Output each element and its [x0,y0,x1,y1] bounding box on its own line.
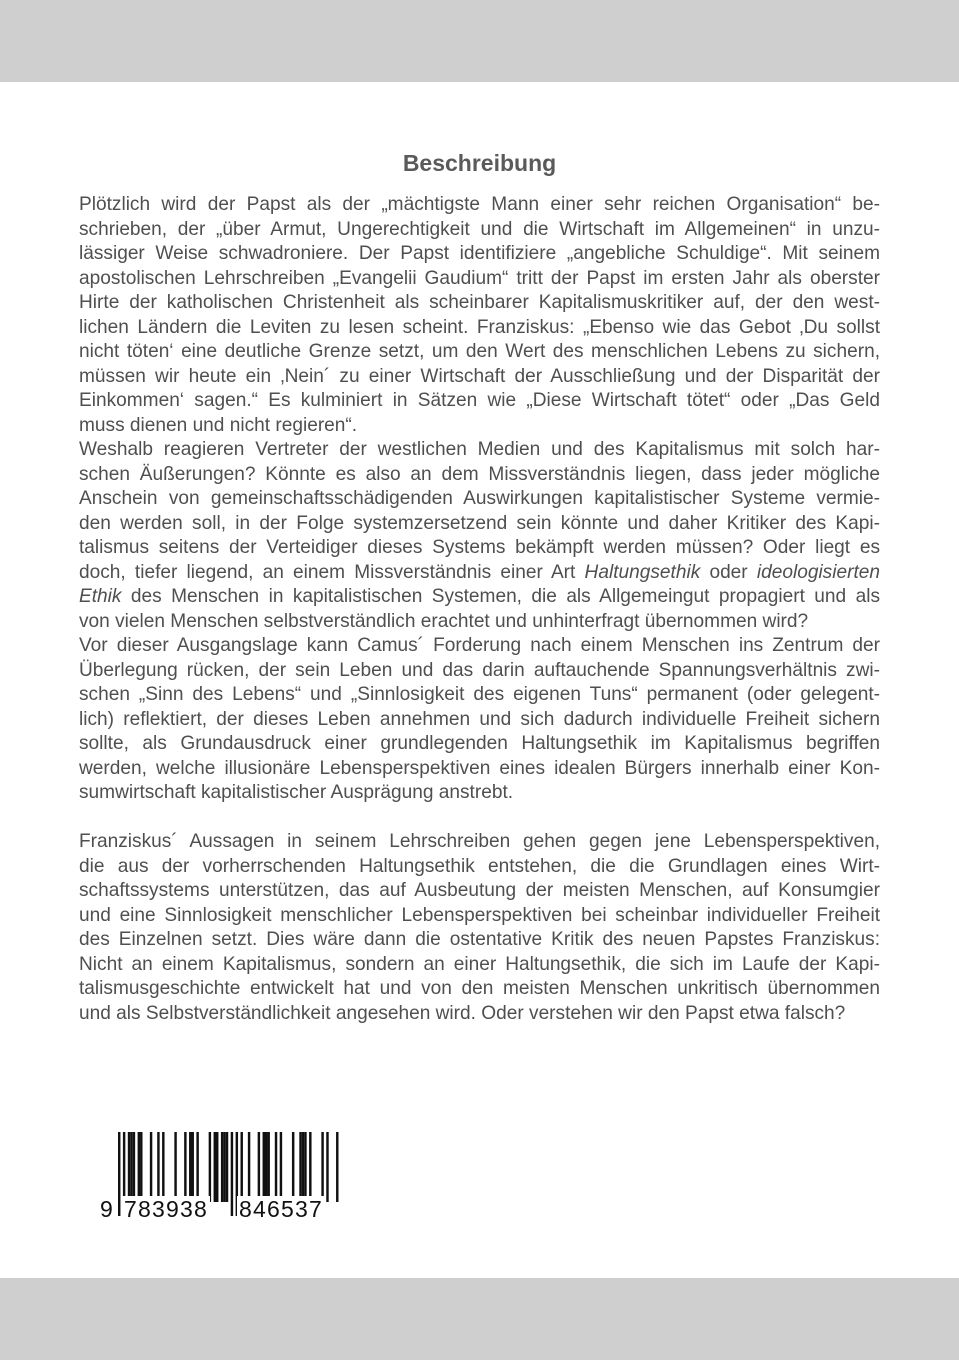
text-line: Franziskus´ Aussagen in seinem Lehrschreiben gehen gegen jene Lebensperspektiven, [79,831,880,852]
barcode-guard-bar [118,1132,120,1216]
barcode-bar [302,1132,304,1202]
barcode-bar [265,1132,267,1202]
barcode-bar [326,1132,328,1202]
barcode-bar [267,1132,269,1202]
barcode-guard-bar [231,1132,233,1216]
text-run: des Menschen in kapitalistischen Systemen, die als Allgemeingut propagiert und als [121,586,880,607]
text-line: Anschein von gemeinschaftsschädigenden Auswirkungen kapitalistischer Systeme vermie- [79,488,880,509]
barcode-bar [292,1132,294,1202]
barcode-bar [162,1132,164,1202]
italic-term: Ethik [79,586,122,607]
text-line: Überlegung rücken, der sein Leben und das darin auftauchende Spannungsverhältnis zwi- [79,659,880,681]
barcode-bar [263,1132,265,1202]
barcode-bar [196,1132,198,1202]
barcode-bar [304,1132,306,1202]
barcode-bar [258,1132,260,1202]
text-line: sollte, als Grundausdruck einer grundlegenden Haltungsethik im Kapitalismus begriffen [79,733,880,754]
text-line: talismusgeschichte entwickelt hat und von den meisten Menschen unkritisch übernommen [79,978,880,999]
barcode-bar [241,1132,243,1202]
barcode-bar [223,1132,225,1202]
barcode-bar [221,1132,223,1202]
barcode-bar [157,1132,159,1202]
barcode-bar [138,1132,140,1202]
barcode-bar [189,1132,191,1202]
text-line: müssen wir heute ein ‚Nein´ zu einer Wirtschaft der Ausschließung und der Disparität der [79,365,880,387]
barcode-bar [150,1132,152,1202]
text-line: und eine Sinnlosigkeit menschlicher Lebensperspektiven bei scheinbar individueller Freiheit [79,904,880,926]
paragraph-gap [79,806,880,831]
bottom-gray-band [0,1278,959,1360]
text-line: lich) reflektiert, der dieses Leben annehmen und sich dadurch individuelle Freiheit sichern [79,708,880,730]
text-line [79,561,880,586]
barcode-bar [275,1132,277,1202]
text-line: Vor dieser Ausgangslage kann Camus´ Forderung nach einem Menschen ins Zentrum der [79,635,880,656]
barcode-bar [128,1132,130,1202]
text-line: die aus der vorherrschenden Haltungsethik entstehen, die die Grundlagen eines Wirt- [79,855,880,877]
barcode-bar [184,1132,186,1202]
text-line [79,585,880,610]
barcode-bar [130,1132,132,1202]
text-line: talismus seitens der Verteidiger dieses Systems bekämpft werden müssen? Oder liegt es [79,537,880,558]
barcode-bar [321,1132,323,1202]
barcode-bar [226,1132,228,1202]
barcode-bar [336,1132,338,1202]
barcode-bar [174,1132,176,1202]
text-line: muss dienen und nicht regieren“. [79,414,358,436]
text-line: lichen Ländern die Leviten zu lesen scheint. Franziskus: „Ebenso wie das Gebot ‚Du sollst [79,316,880,338]
italic-term: ideologisierten [756,561,880,583]
isbn-right-group: 846537 [239,1196,323,1222]
text-line: den werden soll, in der Folge systemzersetzend sein könnte und daher Kritiker des Kapi- [79,512,880,534]
isbn-left-group: 783938 [124,1196,208,1222]
text-line: Nicht an einem Kapitalismus, sondern an einer Haltungsethik, die sich im Laufe der Kapi- [79,953,880,975]
barcode-bar [192,1132,194,1202]
text-line: von vielen Menschen selbstverständlich erachtet und unhinterfragt übernommen wird? [79,610,809,632]
text-line: sumwirtschaft kapitalistischer Ausprägung anstrebt. [79,782,514,803]
text-line: Weshalb reagieren Vertreter der westlichen Medien und des Kapitalismus mit solch har- [79,439,880,460]
text-line: apostolischen Lehrschreiben „Evangelii Gaudium“ tritt der Papst im ersten Jahr als oberster [79,267,880,289]
text-line: werden, welche illusionäre Lebensperspektiven eines idealen Bürgers innerhalb einer Kon- [79,757,880,779]
text-run: doch, tiefer liegend, an einem Missverständnis einer Art [79,561,585,583]
text-line: lässiger Weise schwadroniere. Der Papst identifiziere „angebliche Schuldige“. Mit seinem [79,243,880,264]
barcode-bar [309,1132,311,1202]
top-gray-band [0,0,959,82]
page-title: Beschreibung [402,150,557,176]
text-line: nicht töten‘ eine deutliche Grenze setzt, um den Wert des menschlichen Lebens zu sichern, [79,341,880,362]
barcode-bar [299,1132,301,1202]
text-line: Plötzlich wird der Papst als der „mächtigste Mann einer sehr reichen Organisation“ be- [79,194,880,215]
barcode-bar [133,1132,135,1202]
text-line: schen Äußerungen? Könnte es also an dem Missverständnis liegen, dass jeder mögliche [79,463,880,485]
text-line: Hirte der katholischen Christenheit als scheinbarer Kapitalismuskritiker auf, der den west- [79,292,880,313]
barcode-bar [140,1132,142,1202]
barcode-bar [214,1132,216,1202]
description-text [79,193,880,1026]
text-line: des Einzelnen setzt. Dies wäre dann die ostentative Kritik des neuen Papstes Franziskus: [79,929,880,950]
barcode-bar [216,1132,218,1202]
text-run: oder [700,561,757,583]
barcode-bar [248,1132,250,1202]
text-line: und als Selbstverständlichkeit angesehen wird. Oder verstehen wir den Papst etwa falsch? [79,1002,846,1024]
italic-term: Haltungsethik [584,561,701,583]
text-line: schaftssystems unterstützen, das auf Ausbeutung der meisten Menschen, auf Konsumgier [79,880,880,901]
isbn-first-digit: 9 [100,1196,117,1223]
text-line: Einkommen‘ sagen.“ Es kulminiert in Sätzen wie „Diese Wirtschaft tötet“ oder „Das Geld [79,390,880,411]
barcode-bar [280,1132,282,1202]
text-line: schen „Sinn des Lebens“ und „Sinnlosigkeit des eigenen Tuns“ permanent (oder gelegent- [79,684,880,705]
barcode-bar [209,1132,211,1202]
text-line: schrieben, der „über Armut, Ungerechtigkeit und die Wirtschaft im Allgemeinen“ in unzu- [79,218,880,240]
